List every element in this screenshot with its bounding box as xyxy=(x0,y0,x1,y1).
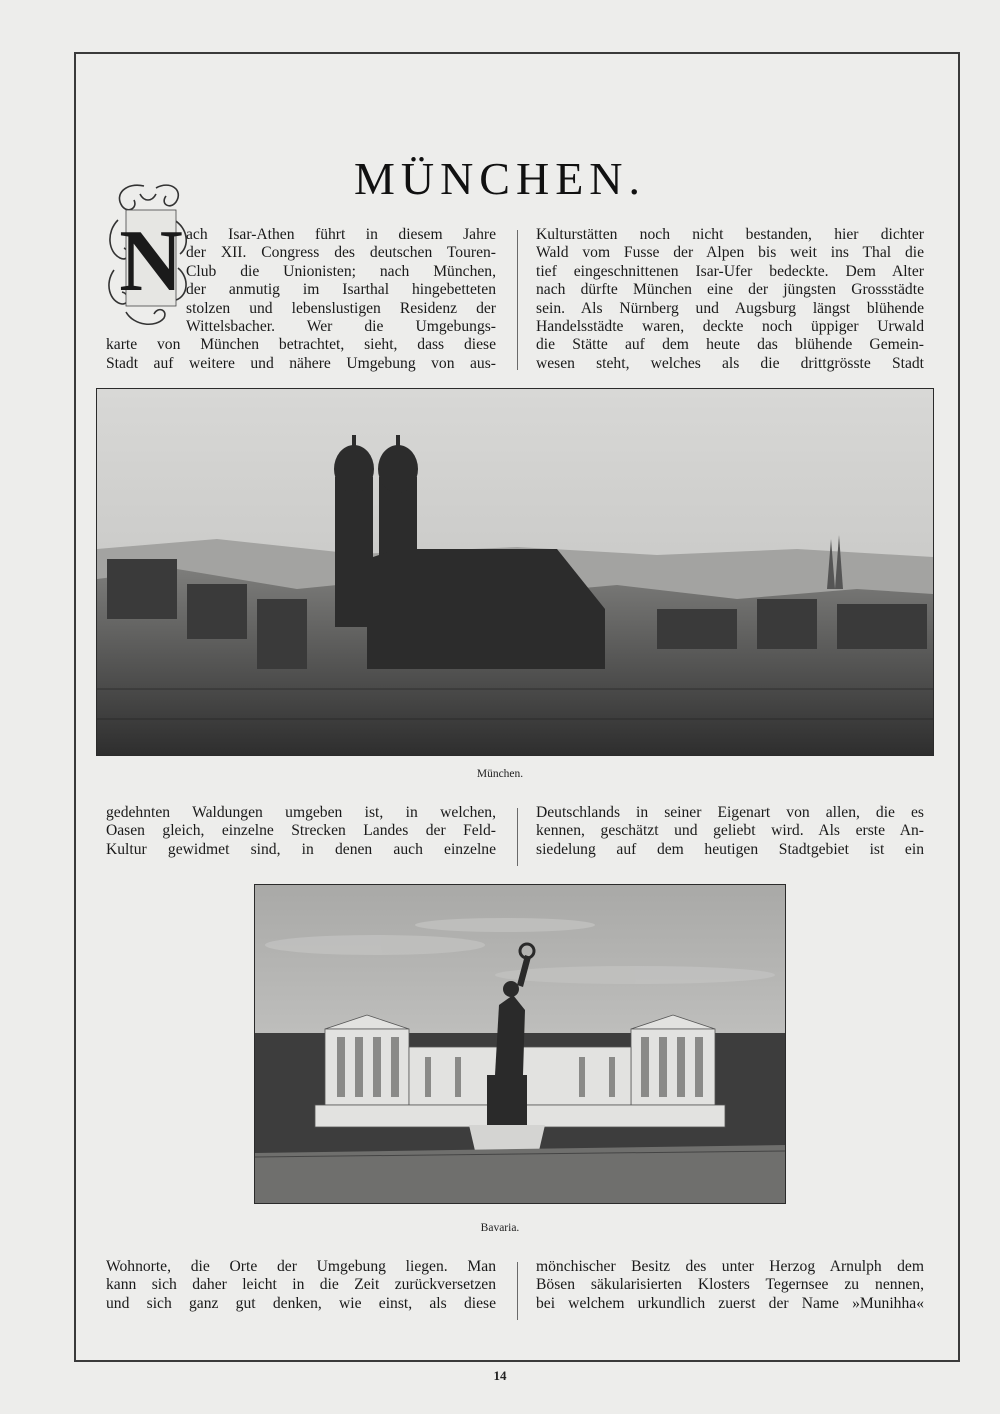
page-number: 14 xyxy=(493,1368,507,1383)
text-line: der XII. Congress des deutschen Touren- xyxy=(186,244,496,262)
text-line: kann sich daher leicht in die Zeit zurückversetzen xyxy=(106,1276,496,1294)
block1-left-column xyxy=(106,226,496,373)
photo-caption: Bavaria. xyxy=(480,1222,520,1234)
bavaria-statue-photo xyxy=(254,884,786,1204)
text-line: Deutschlands in seiner Eigenart von allen, die es xyxy=(536,804,924,821)
text-line: der anmutig im Isarthal hingebetteten xyxy=(186,281,496,299)
text-line: Kultur gewidmet sind, in denen auch einzelne xyxy=(106,840,496,858)
text-line: nach dürfte München eine der jüngsten Grossstädte xyxy=(536,281,924,299)
text-line: tief eingeschnittenen Isar-Ufer bedeckte. Dem Alter xyxy=(536,262,924,280)
text-line: bei welchem urkundlich zuerst der Name »Munihha« xyxy=(536,1294,924,1312)
block2-right-column xyxy=(536,804,924,859)
text-line: Club die Unionisten; nach München, xyxy=(186,262,496,280)
dropcap-letter: N xyxy=(119,213,183,310)
text-line: Wohnorte, die Orte der Umgebung liegen. Man xyxy=(106,1258,496,1275)
text-line: kennen, geschätzt und geliebt wird. Als erste An- xyxy=(536,822,924,840)
text-line: siedelung auf dem heutigen Stadtgebiet ist ein xyxy=(536,840,924,858)
text-line: Handelsstädte waren, deckte noch üppiger Urwald xyxy=(536,318,924,336)
munich-cityscape-photo xyxy=(96,388,934,756)
block2-left-column xyxy=(106,804,496,859)
text-line: die Stätte auf dem heute das blühende Gemein- xyxy=(536,336,924,354)
column-divider xyxy=(517,1262,518,1320)
text-line: sein. Als Nürnberg und Augsburg längst blühende xyxy=(536,299,924,317)
block3-left-column xyxy=(106,1258,496,1313)
text-line: Kulturstätten noch nicht bestanden, hier dichter xyxy=(536,226,924,243)
page-title: MÜNCHEN. xyxy=(353,153,647,204)
text-line: Stadt auf weitere und nähere Umgebung von aus- xyxy=(106,354,496,372)
text-line: ach Isar-Athen führt in diesem Jahre xyxy=(186,226,496,243)
block1-right-column xyxy=(536,226,924,373)
text-line: Wald vom Fusse der Alpen bis weit ins Thal die xyxy=(536,244,924,262)
text-line: stolzen und lebenslustigen Residenz der xyxy=(186,299,496,317)
text-line: wesen steht, welches als die drittgrösste Stadt xyxy=(536,354,924,372)
text-line: Bösen säkularisierten Klosters Tegernsee zu nennen, xyxy=(536,1276,924,1294)
text-line: gedehnten Waldungen umgeben ist, in welchen, xyxy=(106,804,496,821)
column-divider xyxy=(517,808,518,866)
text-line: Oasen gleich, einzelne Strecken Landes der Feld- xyxy=(106,822,496,840)
text-line: mönchischer Besitz des unter Herzog Arnulph dem xyxy=(536,1258,924,1275)
block3-right-column xyxy=(536,1258,924,1313)
column-divider xyxy=(517,230,518,370)
ornamental-initial xyxy=(104,180,192,330)
text-line: und sich ganz gut denken, wie einst, als diese xyxy=(106,1294,496,1312)
text-line: karte von München betrachtet, sieht, dass diese xyxy=(106,336,496,354)
text-line: Wittelsbacher. Wer die Umgebungs- xyxy=(186,318,496,336)
photo-caption: München. xyxy=(476,768,524,780)
